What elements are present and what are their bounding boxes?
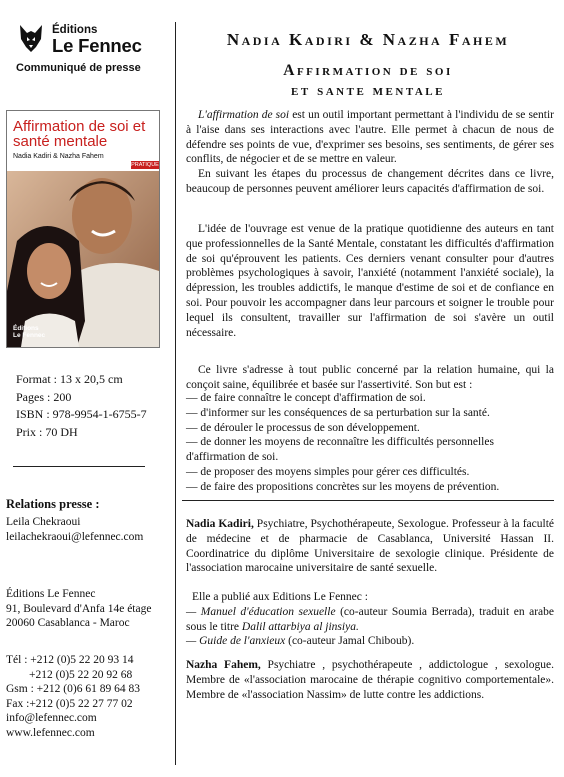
publisher-contacts [6,653,140,740]
press-release-label: Communiqué de presse [16,62,141,74]
phone-line: Tél : +212 (0)5 22 20 93 14 [6,654,134,666]
paragraph-intro [186,108,554,167]
cover-authors: Nadia Kadiri & Nazha Fahem [13,153,104,160]
info-divider [13,466,145,467]
cover-photo [7,171,159,347]
publication-item [186,605,554,635]
publication-item [186,634,554,649]
paragraph-audience: Ce livre s'adresse à tout public concerné par la relation humaine, qui la conçoit saine, équilibrée et basée sur l'assertivité. Son but est : [186,364,554,391]
book-cover [6,110,160,348]
brand-name: Le Fennec [52,35,142,56]
contact-email[interactable]: info@lefennec.com [6,712,97,724]
bio-name: Nadia Kadiri, [186,518,254,530]
bio-text: Psychiatre , psychothérapeute , addictologue , sexologue. Membre de «l'association marocaine de thérapie cognitivo comportementale». Membre de «l'association Nassim» de lutte contre les addictions. [186,659,554,701]
publications-intro: Elle a publié aux Editions Le Fennec : [192,591,368,603]
press-contact-name: Leila Chekraoui [6,516,81,528]
list-item: — de donner les moyens de reconnaître les difficultés personnelles d'affirmation de soi. [186,436,494,464]
book-pages: Pages : 200 [16,389,72,404]
paragraph-origin: L'idée de l'ouvrage est venue de la pratique quotidienne des auteurs en tant que professionnelles de la Santé Mentale, constatant les difficultés d'affirmation de soi qu'éprouvent les patients. Ces derniers venant consulter pour d'autres problèmes psychologiques à savoir, l'anxiété (notamment l'anxiété sociale), la dépression, les troubles addictifs, le manque d'estime de soi et de confiance en soi. Pour pouvoir les accompagner dans leur parcours et soigner le trouble pour lequel ils consultent, travailler sur l'affirmation de soi s'avère un outil nécessaire. [186,223,554,339]
brand-editions: Éditions [52,24,98,36]
goals-list [186,391,554,495]
cover-title: Affirmation de soi et santé mentale [13,118,146,150]
press-contact-email[interactable]: leilachekraoui@lefennec.com [6,530,144,543]
publication-note: (co-auteur Soumia Berrada), traduit en arabe sous le titre [186,605,554,633]
publisher-address [6,587,151,631]
paragraph-process: En suivant les étapes du processus de changement décrites dans ce livre, beaucoup de personnes peuvent améliorer leurs capacités d'affirmation de soi. [186,168,554,195]
bio-name: Nazha Fahem, [186,659,261,671]
intro-text: est un outil important permettant à l'individu de se sentir à l'aise dans ses interactions avec l'autre. Elle permet à chacun de nous de défendre ses points de vue, d'exprimer ses besoins, ses sentiments, de gérer ses conflits, de négocier et de se mettre en valeur. [186,109,555,166]
list-item: — d'informer sur les conséquences de sa perturbation sur la santé. [186,406,490,419]
publication-note: (co-auteur Jamal Chiboub). [285,635,415,648]
fax-line: Fax :+212 (0)5 22 27 77 02 [6,697,133,710]
list-item: — de dérouler le processus de son développement. [186,421,420,434]
authors-heading: Nadia Kadiri & Nazha Fahem [226,30,510,49]
address-line: 20060 Casablanca - Maroc [6,617,130,629]
document-title-line1: Affirmation de soi [283,62,453,79]
book-isbn: ISBN : 978-9954-1-6755-7 [16,407,147,421]
document-title-line2: et sante mentale [291,82,445,99]
bio-nadia-kadiri [186,517,554,576]
press-relations-title: Relations presse : [6,497,100,511]
address-line: 91, Boulevard d'Anfa 14e étage [6,602,152,615]
cover-logo-name: Le Fennec [13,332,46,339]
publication-title: — Guide de l'anxieux [186,635,286,648]
bio-nazha-fahem [186,658,554,702]
press-relations-contact [6,515,143,544]
website-link[interactable]: www.lefennec.com [6,726,95,739]
list-item: — de faire connaître le concept d'affirmation de soi. [186,392,426,404]
book-price: Prix : 70 DH [16,424,78,439]
bio-text: Psychiatre, Psychothérapeute, Sexologue. Professeur à la faculté de médecine et de pharmacie de Casablanca, Université Hassan II. Coordinatrice du diplôme Universitaire de sexologie clinique. Présidente de l'association marocaine universitaire de santé sexuelle. [186,518,555,575]
cover-tag: PRATIQUE [131,162,159,168]
publication-title: — Manuel d'éducation sexuelle [186,605,336,618]
column-divider [175,22,176,765]
list-item: — de faire des propositions concrètes sur les moyens de prévention. [186,480,500,493]
cover-publisher-logo [13,325,45,339]
phone-line: +212 (0)5 22 20 92 68 [6,668,133,681]
gsm-line: Gsm : +212 (0)6 61 89 64 83 [6,683,140,695]
list-item: — de proposer des moyens simples pour gérer ces difficultés. [186,465,470,478]
publications [186,590,554,649]
publisher-logo [14,20,164,80]
cover-logo-editions: Éditions [13,325,39,332]
publication-arabic-title: Dalil attarbiya al jinsiya. [241,620,359,633]
intro-emphasis: L'affirmation de soi [198,109,290,121]
book-info [16,371,147,441]
address-line: Éditions Le Fennec [6,588,96,600]
bio-divider [182,500,554,501]
fox-logo-icon [17,23,45,53]
book-format: Format : 13 x 20,5 cm [16,372,123,386]
